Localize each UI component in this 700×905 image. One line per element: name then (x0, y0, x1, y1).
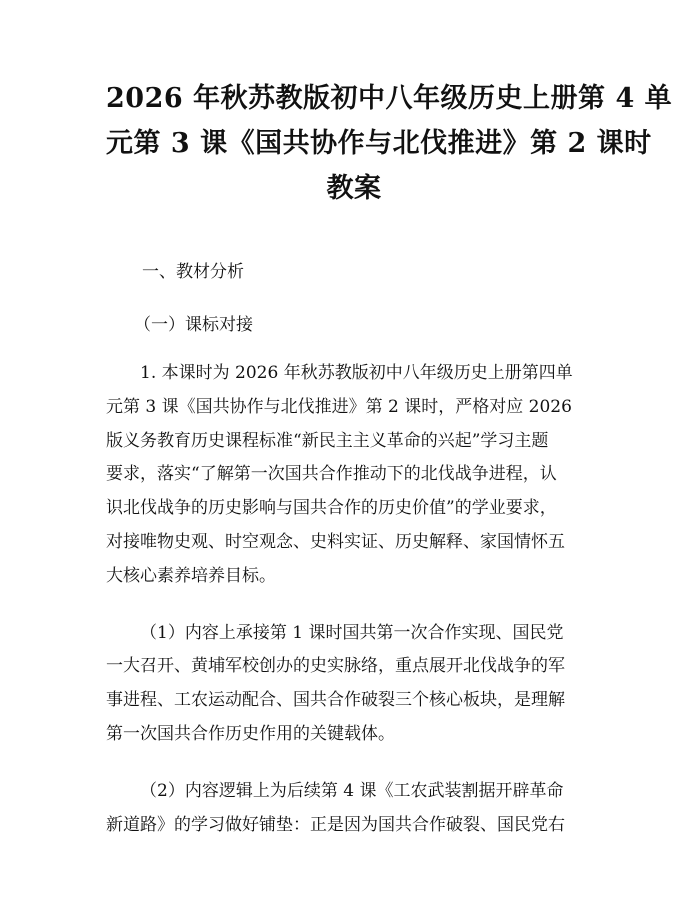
paragraph-line: 对接唯物史观、时空观念、史料实证、历史解释、家国情怀五 (106, 531, 565, 552)
paragraph-line: 一大召开、黄埔军校创办的史实脉络，重点展开北伐战争的军 (106, 656, 565, 677)
document-title (106, 76, 673, 211)
paragraph-line: 事进程、工农运动配合、国共合作破裂三个核心板块，是理解 (106, 690, 565, 711)
paragraph-line: 新道路》的学习做好铺垫：正是因为国共合作破裂、国民党右 (106, 814, 565, 835)
paragraph-content-continuity (106, 617, 602, 752)
section-heading: 一、教材分析 (142, 262, 244, 282)
paragraph-line: 版义务教育历史课程标准“新民主主义革命的兴起”学习主题 (106, 430, 549, 451)
paragraph-content-logic (106, 775, 602, 843)
subsection-heading: （一）课标对接 (134, 315, 253, 335)
paragraph-curriculum-standard (106, 357, 602, 594)
paragraph-line: 要求，落实“了解第一次国共合作推动下的北伐战争进程，认 (106, 464, 557, 485)
paragraph-line: 元第 3 课《国共协作与北伐推进》第 2 课时，严格对应 2026 (106, 396, 572, 417)
title-line: 元第 3 课《国共协作与北伐推进》第 2 课时 (106, 128, 652, 159)
title-line: 2026 年秋苏教版初中八年级历史上册第 4 单 (106, 83, 673, 114)
paragraph-line: 1. 本课时为 2026 年秋苏教版初中八年级历史上册第四单 (140, 363, 573, 383)
paragraph-line: 识北伐战争的历史影响与国共合作的历史价值”的学业要求， (106, 498, 557, 519)
paragraph-line: （2）内容逻辑上为后续第 4 课《工农武装割据开辟革命 (140, 780, 564, 801)
paragraph-line: 大核心素养培养目标。 (106, 565, 276, 586)
paragraph-line: （1）内容上承接第 1 课时国共第一次合作实现、国民党 (140, 622, 564, 643)
paragraph-line: 第一次国共合作历史作用的关键载体。 (106, 723, 395, 744)
title-line: 教案 (326, 173, 382, 204)
